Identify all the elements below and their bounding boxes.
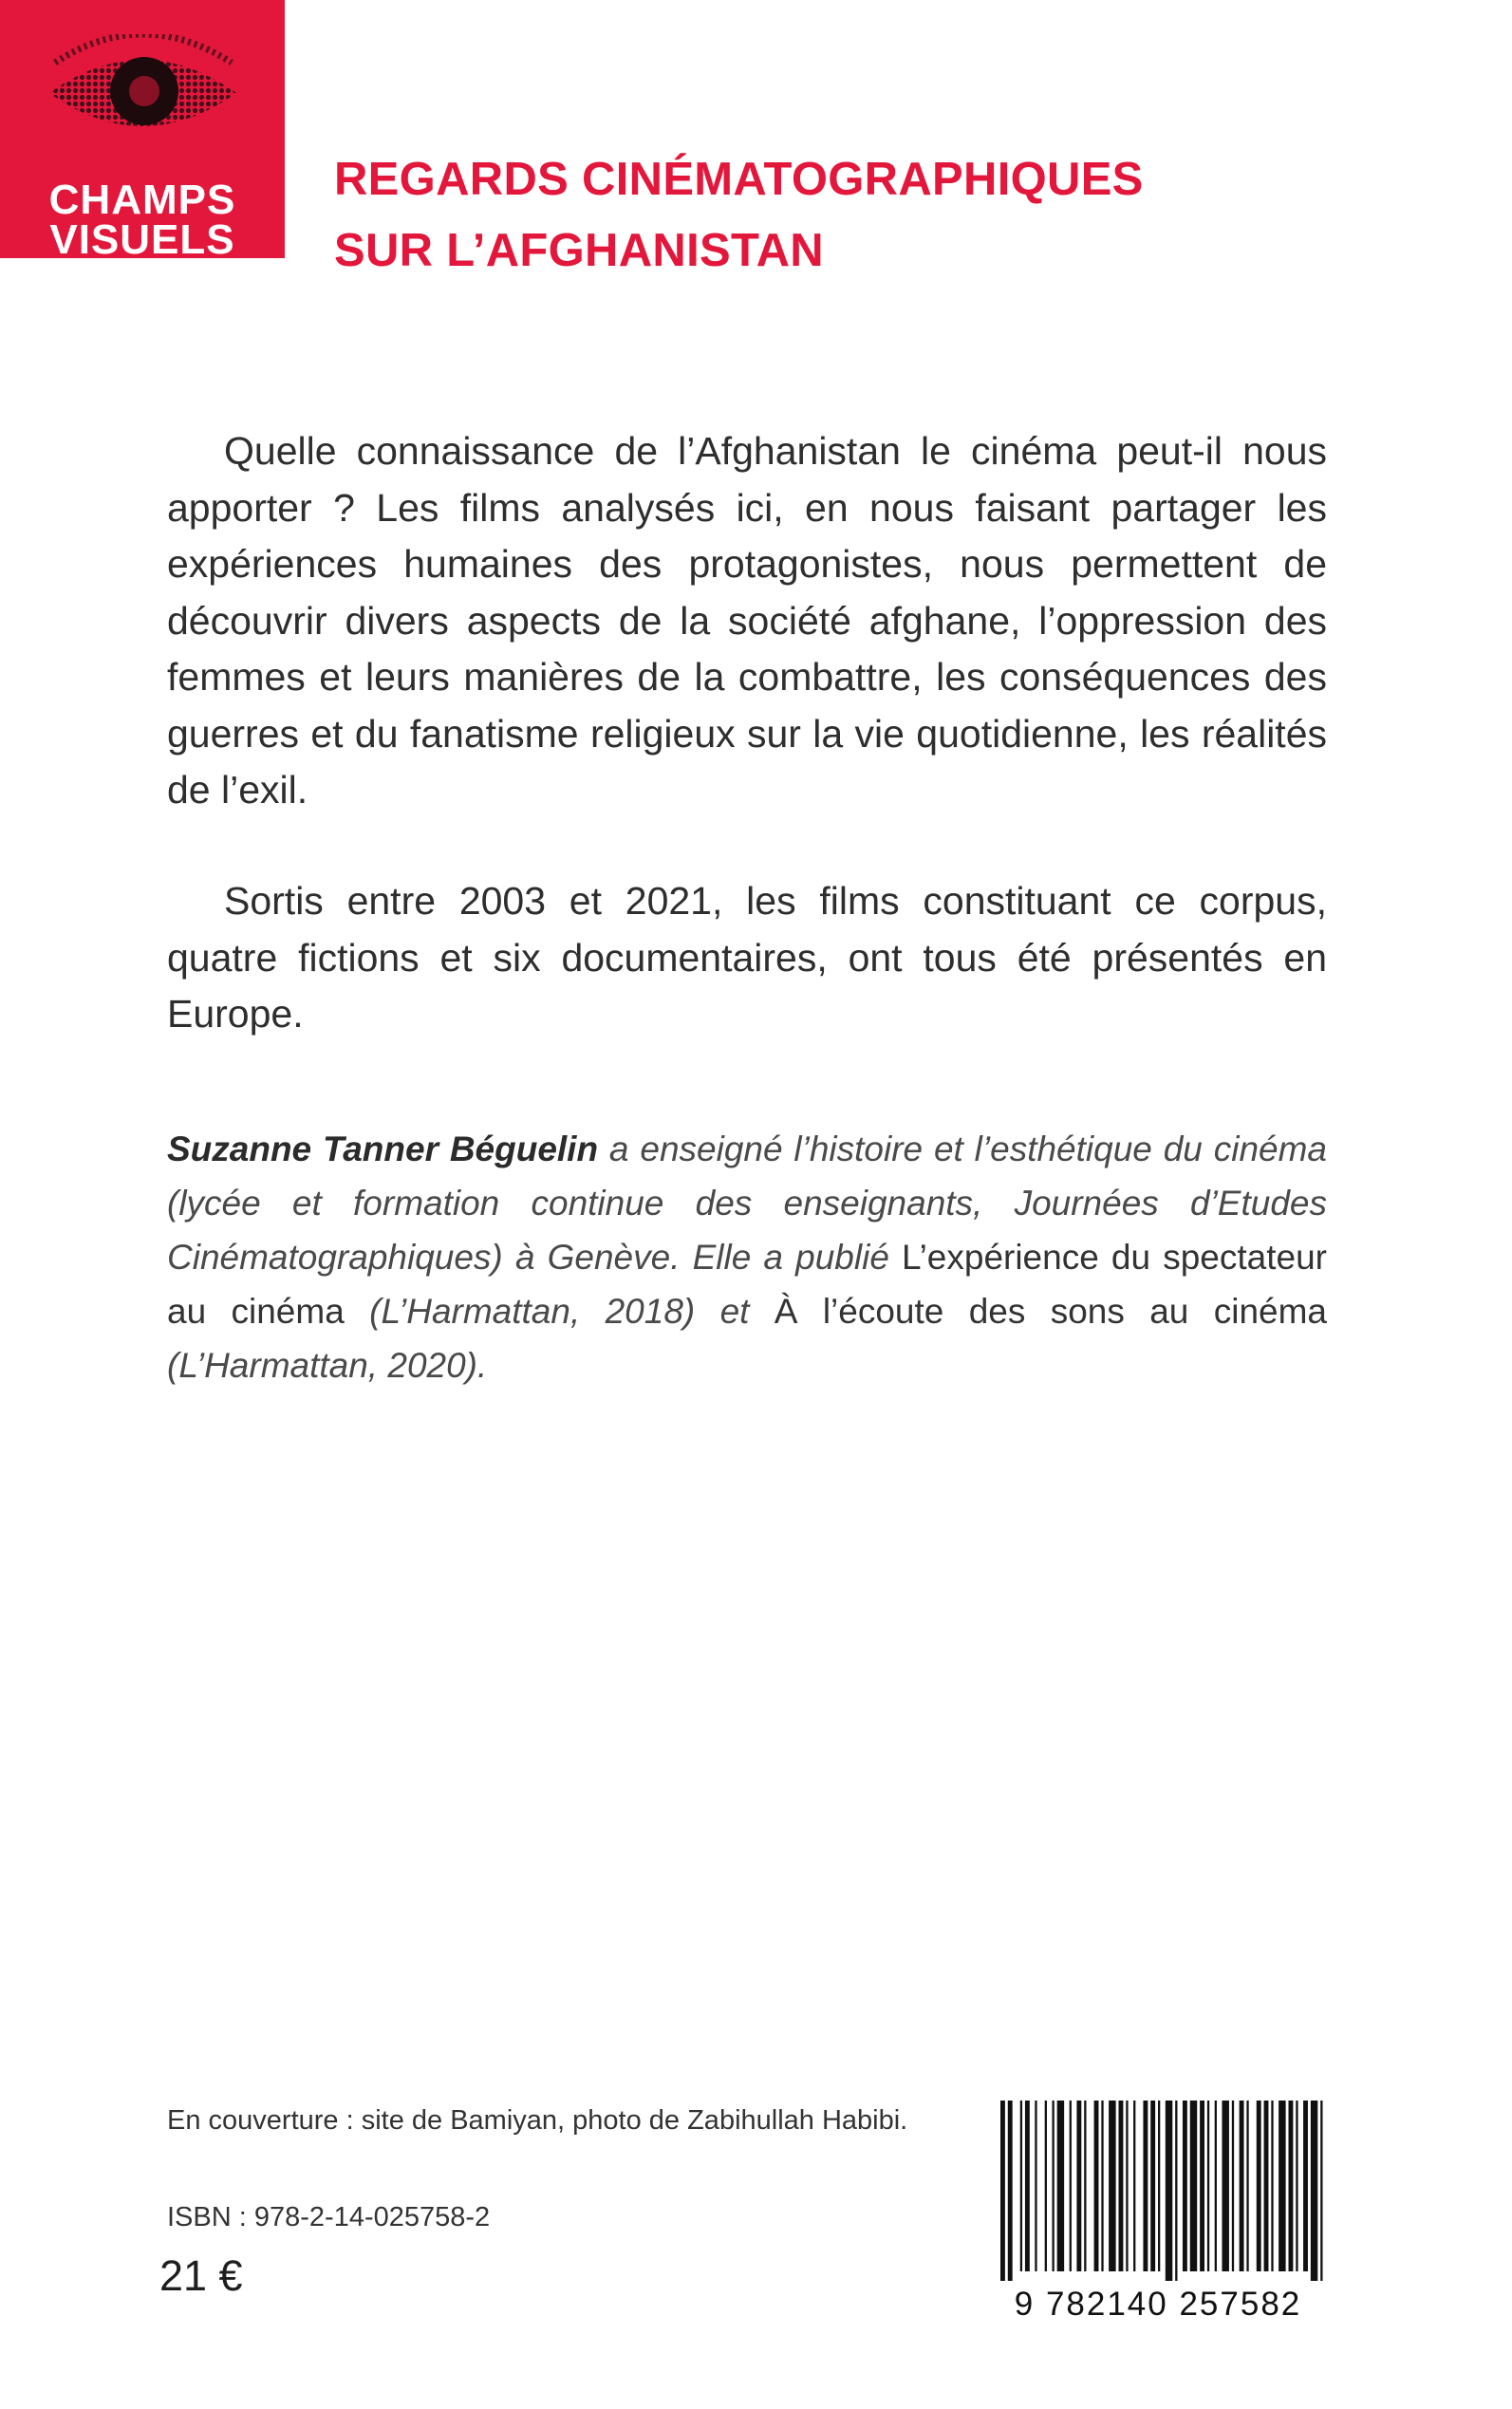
barcode-bar	[1264, 2101, 1269, 2271]
barcode-bar	[1232, 2101, 1234, 2271]
barcode-bar	[1158, 2101, 1160, 2271]
barcode-bar	[1045, 2101, 1047, 2271]
barcode-bar	[1222, 2101, 1228, 2271]
bio-text-3: (L’Harmattan, 2020).	[167, 1346, 488, 1385]
barcode-bar	[1257, 2101, 1261, 2271]
barcode-bar	[1150, 2101, 1155, 2271]
barcode-bar	[1057, 2101, 1064, 2271]
barcode-bar	[1190, 2101, 1197, 2271]
logo-line-1: CHAMPS	[48, 177, 236, 223]
barcode-bar	[1094, 2101, 1099, 2271]
barcode-bar	[1166, 2101, 1172, 2281]
cover-credit: En couverture : site de Bamiyan, photo de Zabihullah Habibi.	[167, 2105, 908, 2136]
barcode-bar	[1311, 2101, 1317, 2281]
barcode-bar	[1119, 2101, 1124, 2271]
barcode-bar	[1143, 2101, 1148, 2271]
barcode-bar	[1296, 2101, 1297, 2271]
barcode-bar	[1020, 2101, 1022, 2271]
barcode-bar	[1200, 2101, 1204, 2271]
barcode-bar	[1052, 2101, 1054, 2271]
summary-paragraph-2: Sortis entre 2003 et 2021, les films constituant ce corpus, quatre fictions et six documentaires, ont tous été présentés en Europe.	[167, 879, 1327, 1036]
barcode-bar	[1183, 2101, 1187, 2271]
summary-paragraph-1: Quelle connaissance de l’Afghanistan le cinéma peut-il nous apporter ? Les films analysés ici, en nous faisant partager les expériences humaines des protagonistes, nous permettent de découvrir divers aspects de la société afghane, l’oppression des femmes et leurs manières de la combattre, les conséquences des guerres et du fanatisme religieux sur la vie quotidienne, les réalités de l’exil.	[167, 429, 1327, 812]
author-name: Suzanne Tanner Béguelin	[167, 1130, 599, 1168]
bio-text-1: a enseigné l’histoire et l’esthétique du cinéma (lycée et formation continue des enseignants, Journées d’Etudes Cinématographiques) à Genève. Elle a publié	[167, 1130, 1327, 1277]
barcode-bar	[1109, 2101, 1115, 2271]
barcode-bar	[1207, 2101, 1209, 2271]
series-logo	[0, 0, 285, 258]
barcode-bar	[1076, 2101, 1081, 2271]
price: 21 €	[159, 2251, 243, 2300]
barcode-bar	[1000, 2101, 1005, 2281]
title-line-2: SUR L’AFGHANISTAN	[334, 225, 824, 276]
barcode-bar	[1133, 2101, 1135, 2271]
bio-text-2: (L’Harmattan, 2018) et	[344, 1292, 775, 1331]
barcode-bar	[1279, 2101, 1285, 2271]
barcode-bar	[1126, 2101, 1128, 2271]
barcode-bar	[1288, 2101, 1293, 2271]
barcode-bar	[1025, 2101, 1030, 2271]
barcode-bar	[1175, 2101, 1177, 2281]
barcode-bar	[1084, 2101, 1086, 2271]
barcode-bar	[1320, 2101, 1322, 2281]
book-title-2: À l’écoute des sons au cinéma	[774, 1292, 1328, 1331]
title-line-1: REGARDS CINÉMATOGRAPHIQUES	[334, 154, 1144, 205]
isbn: ISBN : 978-2-14-025758-2	[167, 2202, 491, 2232]
barcode-bar	[1246, 2101, 1248, 2271]
barcode-bar	[1035, 2101, 1036, 2271]
barcode	[1000, 2101, 1328, 2281]
barcode-bar	[1240, 2101, 1244, 2271]
eye-icon	[46, 34, 240, 177]
barcode-bar	[1070, 2101, 1072, 2271]
barcode-bar	[1303, 2101, 1308, 2271]
barcode-bar	[1008, 2101, 1013, 2281]
book-title-1: L’expérience du spectateur au cinéma	[167, 1238, 1327, 1331]
barcode-digits: 9 782140 257582	[1014, 2286, 1302, 2323]
barcode-bar	[1101, 2101, 1103, 2271]
book-title	[334, 144, 1426, 287]
barcode-bar	[1215, 2101, 1217, 2271]
barcode-bar	[1271, 2101, 1273, 2271]
logo-line-2: VISUELS	[49, 216, 235, 258]
author-bio	[167, 1122, 1327, 1392]
